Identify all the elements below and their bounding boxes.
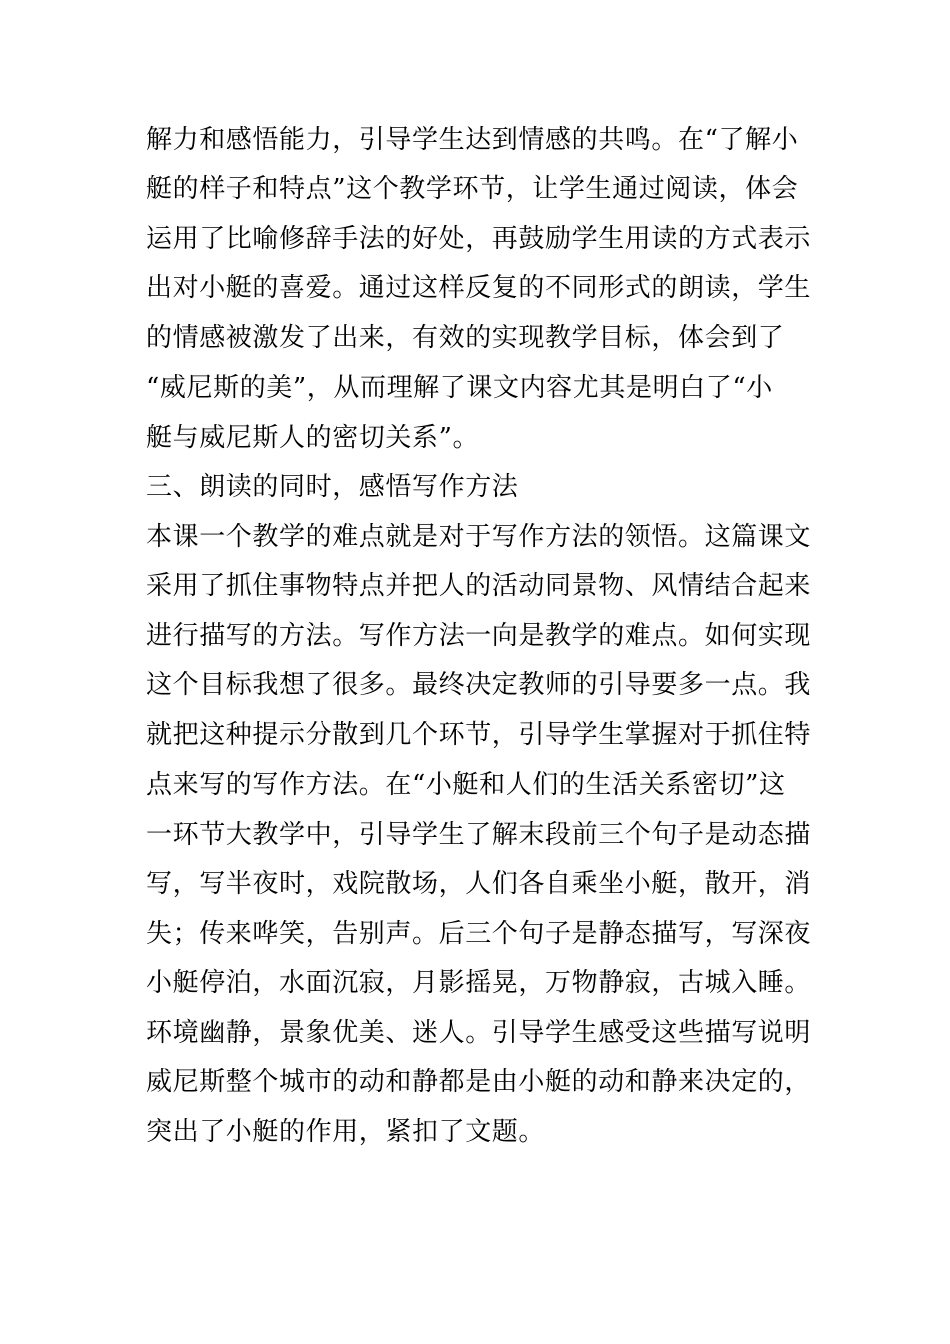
paragraph-2-line-9: 失；传来哗笑，告别声。后三个句子是静态描写，写深夜 xyxy=(146,919,812,949)
paragraph-1-line-5: 的情感被激发了出来，有效的实现教学目标，体会到了 xyxy=(146,323,785,353)
section-heading: 三、朗读的同时，感悟写作方法 xyxy=(146,472,519,502)
paragraph-2-line-7: 一环节大教学中，引导学生了解末段前三个句子是动态描 xyxy=(146,820,812,850)
paragraph-2-line-6: 点来写的写作方法。在“小艇和人们的生活关系密切”这 xyxy=(146,770,786,800)
paragraph-2-line-11: 环境幽静，景象优美、迷人。引导学生感受这些描写说明 xyxy=(146,1018,812,1048)
paragraph-2-line-10: 小艇停泊，水面沉寂，月影摇晃，万物静寂，古城入睡。 xyxy=(146,968,812,998)
paragraph-2-line-12: 威尼斯整个城市的动和静都是由小艇的动和静来决定的， xyxy=(146,1067,812,1097)
paragraph-2-line-5: 就把这种提示分散到几个环节，引导学生掌握对于抓住特 xyxy=(146,720,812,750)
paragraph-1-line-6: “威尼斯的美”，从而理解了课文内容尤其是明白了“小 xyxy=(146,373,773,403)
paragraph-2-line-4: 这个目标我想了很多。最终决定教师的引导要多一点。我 xyxy=(146,670,812,700)
paragraph-2-line-13: 突出了小艇的作用，紧扣了文题。 xyxy=(146,1117,546,1147)
paragraph-2-line-8: 写，写半夜时，戏院散场，人们各自乘坐小艇，散开，消 xyxy=(146,869,812,899)
paragraph-1-line-2: 艇的样子和特点”这个教学环节，让学生通过阅读，体会 xyxy=(146,174,799,204)
paragraph-1-line-7: 艇与威尼斯人的密切关系”。 xyxy=(146,423,480,453)
paragraph-2-line-1: 本课一个教学的难点就是对于写作方法的领悟。这篇课文 xyxy=(146,522,812,552)
paragraph-1-line-3: 运用了比喻修辞手法的好处，再鼓励学生用读的方式表示 xyxy=(146,224,812,254)
paragraph-2-line-3: 进行描写的方法。写作方法一向是教学的难点。如何实现 xyxy=(146,621,812,651)
paragraph-2-line-2: 采用了抓住事物特点并把人的活动同景物、风情结合起来 xyxy=(146,571,812,601)
paragraph-1-line-4: 出对小艇的喜爱。通过这样反复的不同形式的朗读，学生 xyxy=(146,273,812,303)
paragraph-1-line-1: 解力和感悟能力，引导学生达到情感的共鸣。在“了解小 xyxy=(146,125,799,155)
